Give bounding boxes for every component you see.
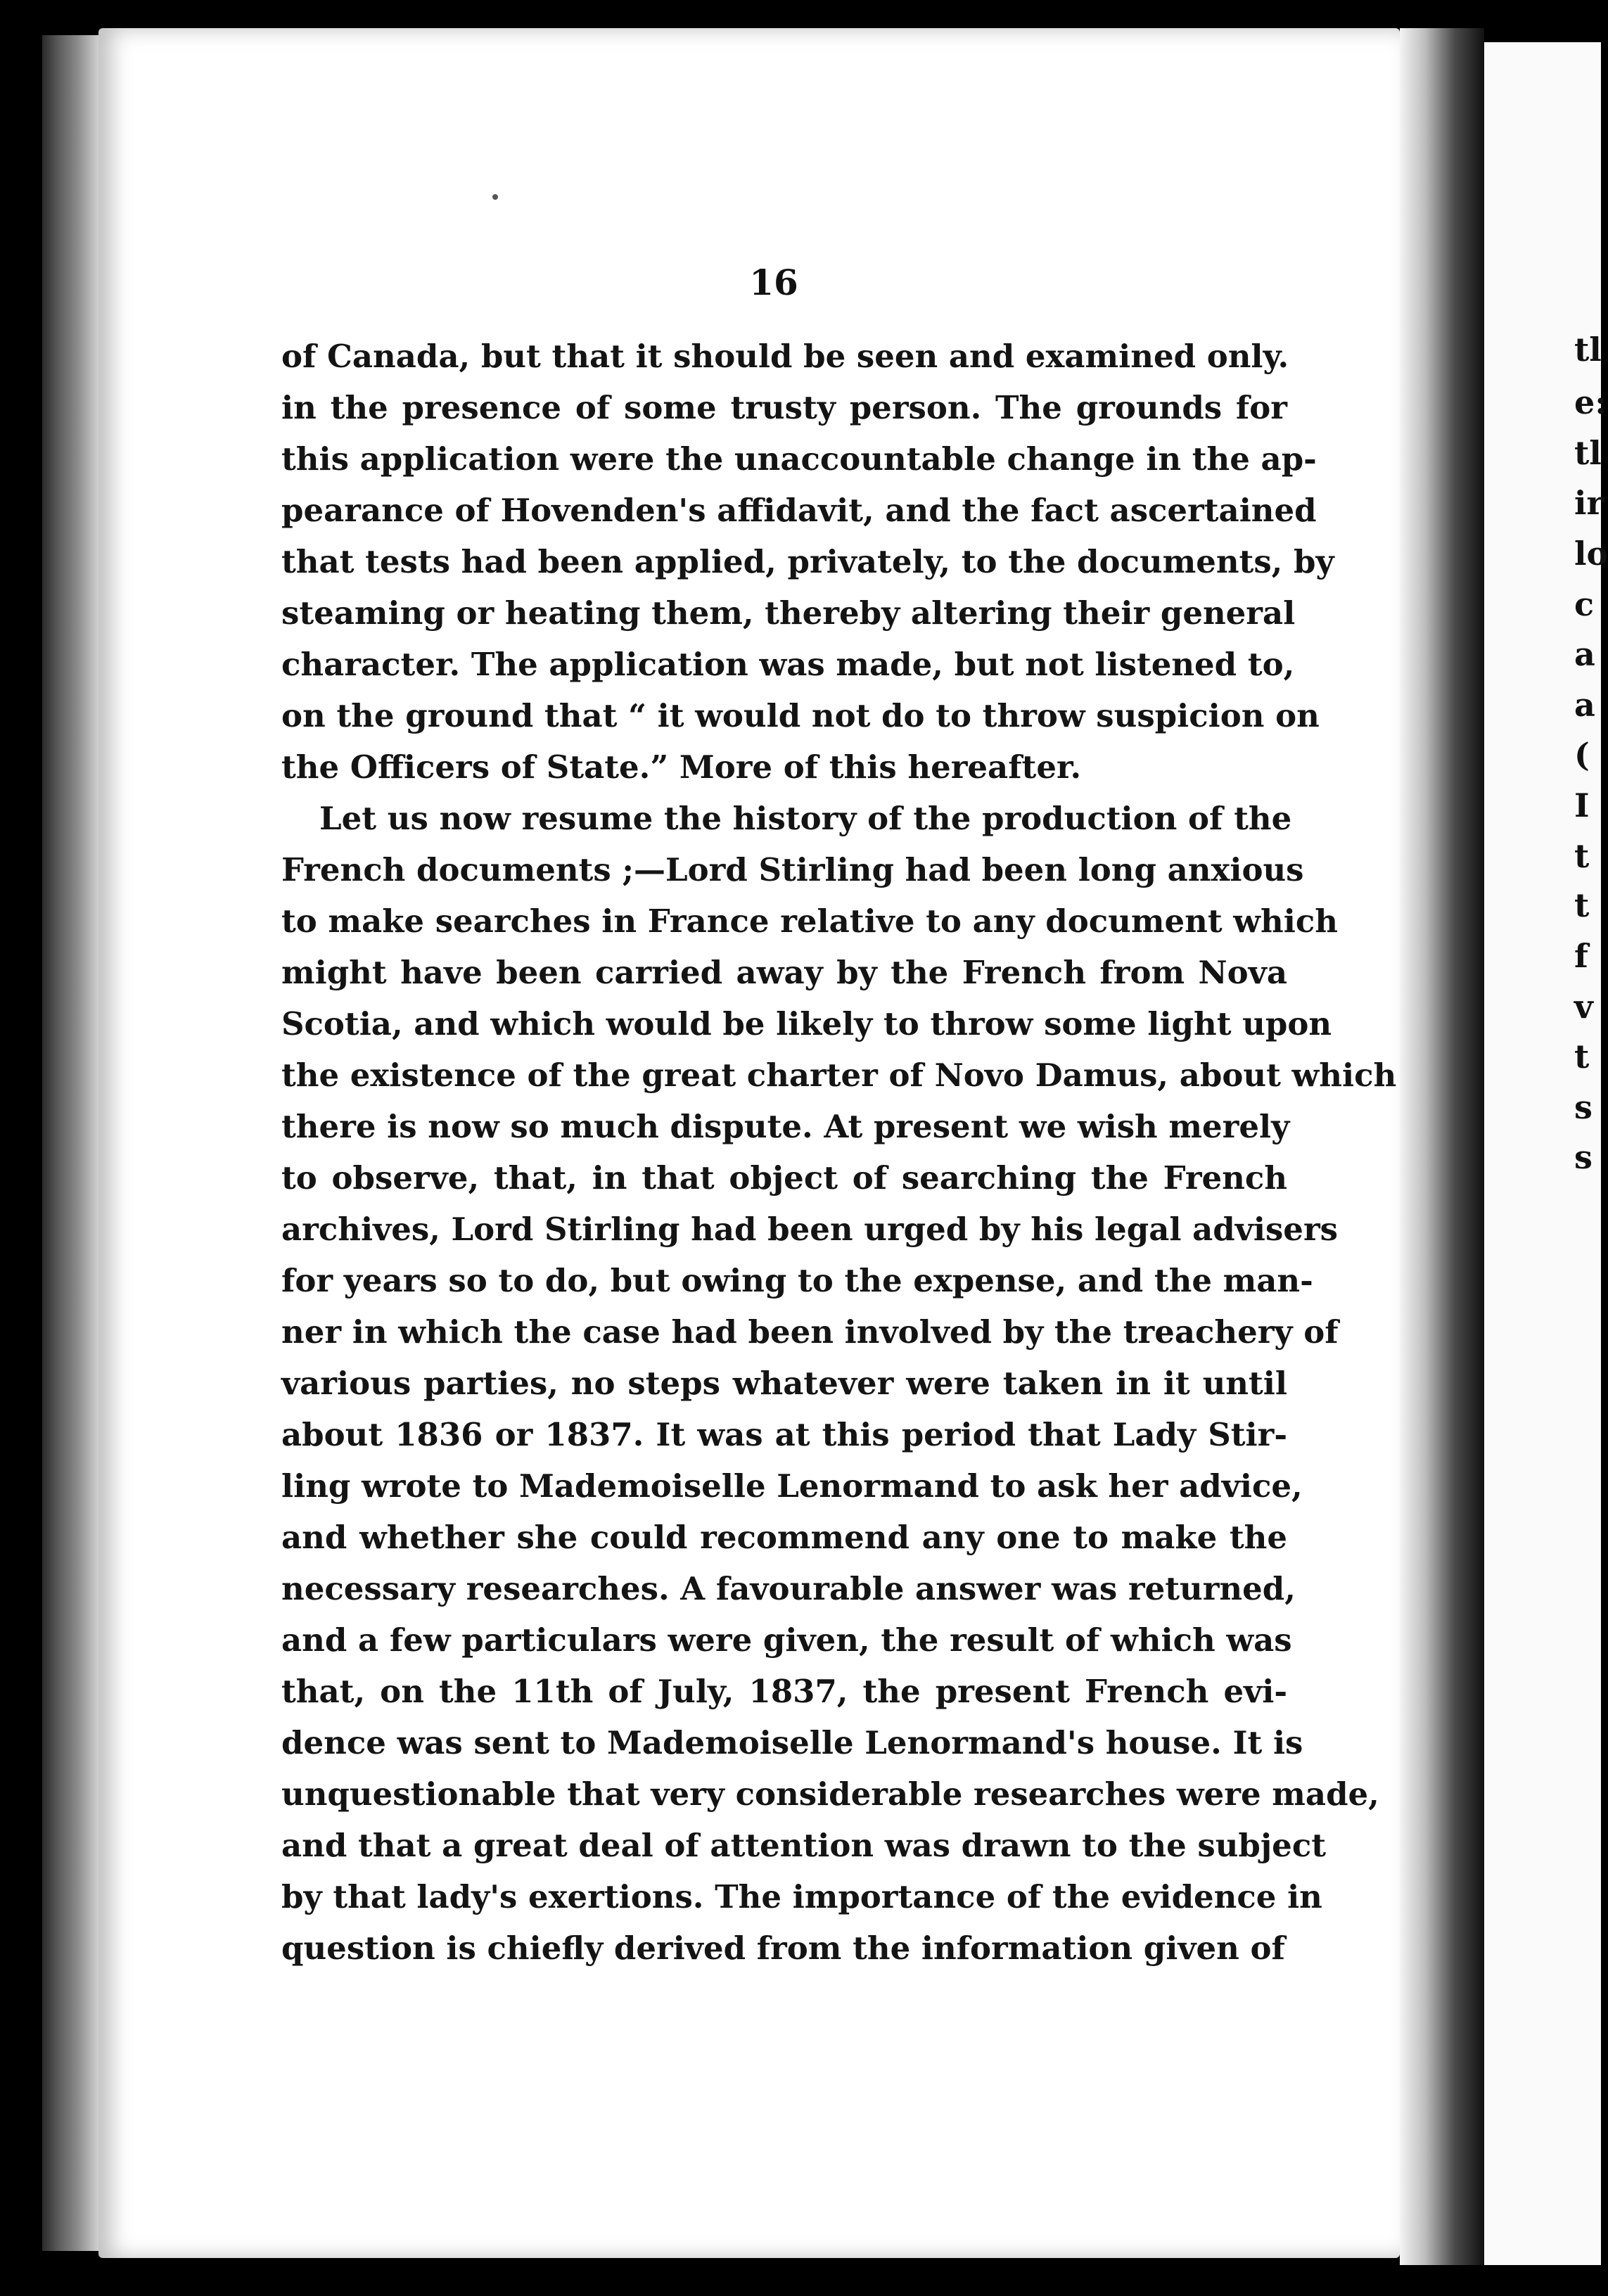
facing-page-fragment: s [1574,1088,1593,1126]
facing-page-fragment: I [1574,786,1590,824]
text-line: for years so to do, but owing to the expense, and the man- [281,1262,1313,1299]
text-line: French documents ;—Lord Stirling had been long anxious [281,851,1304,888]
text-line: that tests had been applied, privately, to the documents, by [281,543,1334,580]
speck [492,194,498,200]
facing-page-fragment: t [1574,837,1590,875]
text-line: and whether she could recommend any one to make the [281,1519,1287,1556]
text-line: might have been carried away by the French from Nova [281,954,1287,991]
text-line: to make searches in France relative to any document which [281,903,1338,940]
text-line: various parties, no steps whatever were taken in it until [281,1365,1287,1402]
facing-page-fragment: a [1574,686,1595,724]
text-line: necessary researches. A favourable answer was returned, [281,1570,1296,1607]
facing-page-fragment: e: [1574,383,1607,421]
facing-page-fragment: lo [1574,535,1608,573]
text-line: on the ground that “ it would not do to throw suspicion on [281,697,1320,734]
facing-page-fragment: t [1574,1038,1590,1076]
text-line: by that lady's exertions. The importance of the evidence in [281,1878,1322,1915]
text-line: that, on the 11th of July, 1837, the present French evi- [281,1673,1287,1710]
text-line: Let us now resume the history of the production of the [319,800,1292,837]
text-line: question is chiefly derived from the information given of [281,1930,1285,1967]
facing-page-fragment: tl [1574,434,1602,472]
text-line: the Officers of State.” More of this hereafter. [281,748,1082,786]
text-line: archives, Lord Stirling had been urged by his legal advisers [281,1211,1338,1248]
text-line: dence was sent to Mademoiselle Lenormand's house. It is [281,1724,1303,1761]
facing-page-fragment: s [1574,1138,1593,1176]
text-line: unquestionable that very considerable researches were made, [281,1775,1379,1813]
facing-page-fragment: t [1574,886,1590,924]
facing-page-fragment: v [1574,988,1593,1026]
text-line: ling wrote to Mademoiselle Lenormand to ask her advice, [281,1467,1303,1505]
text-line: to observe, that, in that object of searching the French [281,1159,1287,1197]
text-line: there is now so much dispute. At present we wish merely [281,1108,1290,1145]
facing-page-fragment: tl [1574,331,1602,369]
facing-page-edge [1484,42,1608,2265]
body-text [281,331,1397,1974]
text-line: Scotia, and which would be likely to throw some light upon [281,1005,1332,1042]
facing-page-fragment: ( [1574,736,1590,774]
text-line: ner in which the case had been involved by the treachery of [281,1313,1339,1351]
facing-page-fragment: f [1574,937,1588,975]
facing-page-fragment: c [1574,585,1595,623]
facing-page-fragment: ir [1574,484,1604,522]
text-line: and that a great deal of attention was drawn to the subject [281,1827,1326,1864]
left-spine-edge [42,35,106,2251]
text-line: this application were the unaccountable change in the ap- [281,440,1317,478]
right-spine-edge [1400,28,1484,2265]
text-line: steaming or heating them, thereby altering their general [281,594,1296,632]
text-line: of Canada, but that it should be seen and examined only. [281,338,1289,375]
text-line: character. The application was made, but not listened to, [281,646,1295,683]
text-line: about 1836 or 1837. It was at this period that Lady Stir- [281,1416,1287,1453]
page-number: 16 [749,262,798,303]
text-line: pearance of Hovenden's affidavit, and the fact ascertained [281,492,1317,529]
text-line: the existence of the great charter of Novo Damus, about which [281,1057,1397,1094]
text-line: and a few particulars were given, the result of which was [281,1621,1292,1659]
text-line: in the presence of some trusty person. The grounds for [281,389,1287,426]
facing-page-fragment: a [1574,635,1595,673]
